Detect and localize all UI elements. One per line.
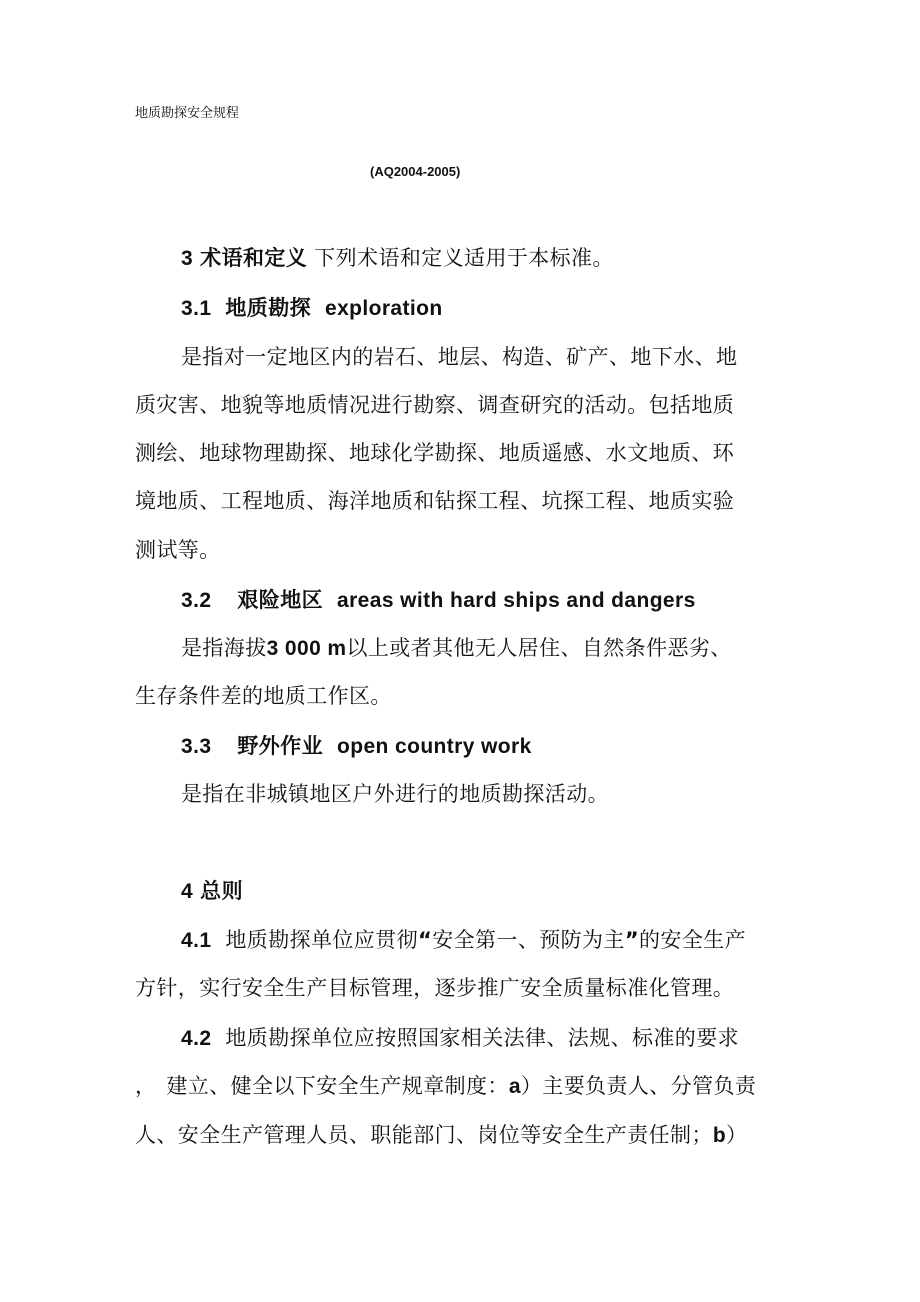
section-number: 4 xyxy=(181,880,194,903)
term-name: 艰险地区 xyxy=(237,588,324,612)
clause-number: 4.2 xyxy=(181,1027,212,1050)
list-item-a: a xyxy=(508,1075,521,1098)
term-english: exploration xyxy=(325,297,443,320)
text-run: ）主要负责人、分管负责 xyxy=(520,1074,757,1098)
text-run: 是指海拔 xyxy=(181,636,267,660)
section-title: 总则 xyxy=(200,879,243,903)
term-number: 3.1 xyxy=(181,297,212,320)
quoted-text: 安全第一、预防为主 xyxy=(432,928,625,952)
text-run: 人、安全生产管理人员、职能部门、岗位等安全生产责任制； xyxy=(135,1123,713,1147)
text-run: 地质勘探单位应按照国家相关法律、法规、标准的要求 xyxy=(225,1026,740,1050)
term-name: 地质勘探 xyxy=(225,296,312,320)
term-english: open country work xyxy=(337,735,532,758)
close-quote: ” xyxy=(624,928,640,952)
document-title: 地质勘探安全规程 xyxy=(135,106,240,121)
term-3-1-line: 测绘、地球物理勘探、地球化学勘探、地质遥感、水文地质、环 xyxy=(135,441,735,465)
section-number: 3 xyxy=(181,247,194,270)
clause-4-1-line: 方针，实行安全生产目标管理，逐步推广安全质量标准化管理。 xyxy=(135,976,735,1000)
term-3-2-line xyxy=(181,636,732,661)
clause-4-2-line xyxy=(181,1026,739,1051)
term-3-1-heading xyxy=(181,296,443,321)
term-number: 3.3 xyxy=(181,735,212,758)
term-english: areas with hard ships and dangers xyxy=(337,589,696,612)
clause-4-2-line xyxy=(135,1074,756,1099)
standard-code: (AQ2004-2005) xyxy=(370,164,461,179)
section-description: 下列术语和定义适用于本标准。 xyxy=(314,246,614,270)
altitude-value: 3 000 m xyxy=(266,637,347,660)
term-3-1-line: 境地质、工程地质、海洋地质和钻探工程、坑探工程、地质实验 xyxy=(135,489,735,513)
text-run: 以上或者其他无人居住、自然条件恶劣、 xyxy=(346,636,732,660)
section-4-heading xyxy=(181,879,243,904)
clause-4-1-line xyxy=(181,928,746,953)
section-title: 术语和定义 xyxy=(200,246,308,270)
section-3-heading xyxy=(181,246,614,271)
term-3-1-line: 是指对一定地区内的岩石、地层、构造、矿产、地下水、地 xyxy=(181,345,738,369)
list-item-b: b xyxy=(712,1124,727,1147)
term-name: 野外作业 xyxy=(237,734,324,758)
text-run: ） xyxy=(726,1123,748,1147)
term-3-1-line: 测试等。 xyxy=(135,538,221,562)
text-run: 的安全生产 xyxy=(639,928,747,952)
text-run: 地质勘探单位应贯彻 xyxy=(225,928,419,952)
comma: ， xyxy=(135,1074,157,1098)
term-3-2-heading xyxy=(181,588,696,613)
open-quote: “ xyxy=(418,928,433,952)
term-3-2-line: 生存条件差的地质工作区。 xyxy=(135,684,392,708)
term-3-1-line: 质灾害、地貌等地质情况进行勘察、调查研究的活动。包括地质 xyxy=(135,393,735,417)
term-3-3-line: 是指在非城镇地区户外进行的地质勘探活动。 xyxy=(181,782,609,806)
term-3-3-heading xyxy=(181,734,532,759)
term-number: 3.2 xyxy=(181,589,212,612)
clause-4-2-line xyxy=(135,1123,747,1148)
text-run: 建立、健全以下安全生产规章制度： xyxy=(166,1074,509,1098)
clause-number: 4.1 xyxy=(181,929,212,952)
